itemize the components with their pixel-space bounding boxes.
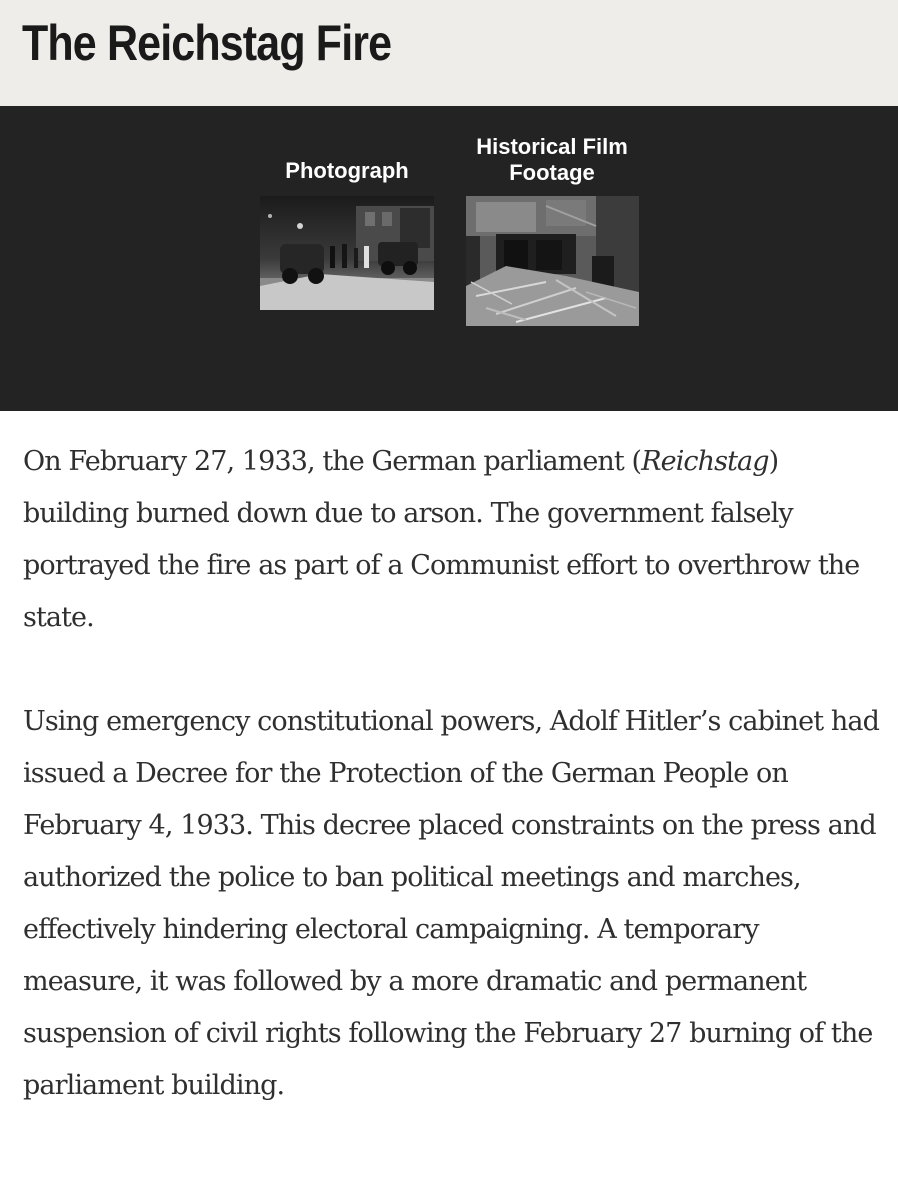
film-footage-label-line2: Footage: [509, 160, 595, 185]
film-footage-label-line1: Historical Film: [476, 134, 628, 159]
photograph-label: Photograph: [285, 158, 409, 183]
film-footage-thumbnail[interactable]: [466, 196, 639, 326]
photograph-card[interactable]: [227, 154, 467, 314]
title-bar: [0, 0, 898, 106]
film-footage-card[interactable]: [432, 130, 672, 330]
film-footage-image: [466, 196, 639, 326]
article-paragraph-1-start: On February 27, 1933, the German parliament (: [23, 446, 642, 477]
photograph-image: [260, 196, 434, 310]
article-body: [23, 436, 883, 1164]
film-footage-label: [432, 134, 672, 186]
photograph-thumbnail[interactable]: [260, 196, 434, 310]
reichstag-term: Reichstag: [641, 446, 769, 477]
article-paragraph-1-end: ) building burned down due to arson. The government falsely portrayed the fire as part of a Communist effort to overthrow the state.: [23, 446, 860, 633]
page-title: The Reichstag Fire: [22, 15, 392, 71]
article-paragraph-1: [23, 436, 883, 644]
media-band: [0, 106, 898, 411]
article-paragraph-2: Using emergency constitutional powers, Adolf Hitler’s cabinet had issued a Decree for the Protection of the German People on February 4, 1933. This decree placed constraints on the press and authorized the police to ban political meetings and marches, effectively hindering electoral campaigning. A temporary measure, it was followed by a more dramatic and permanent suspension of civil rights following the February 27 burning of the parliament building.: [23, 706, 879, 1101]
